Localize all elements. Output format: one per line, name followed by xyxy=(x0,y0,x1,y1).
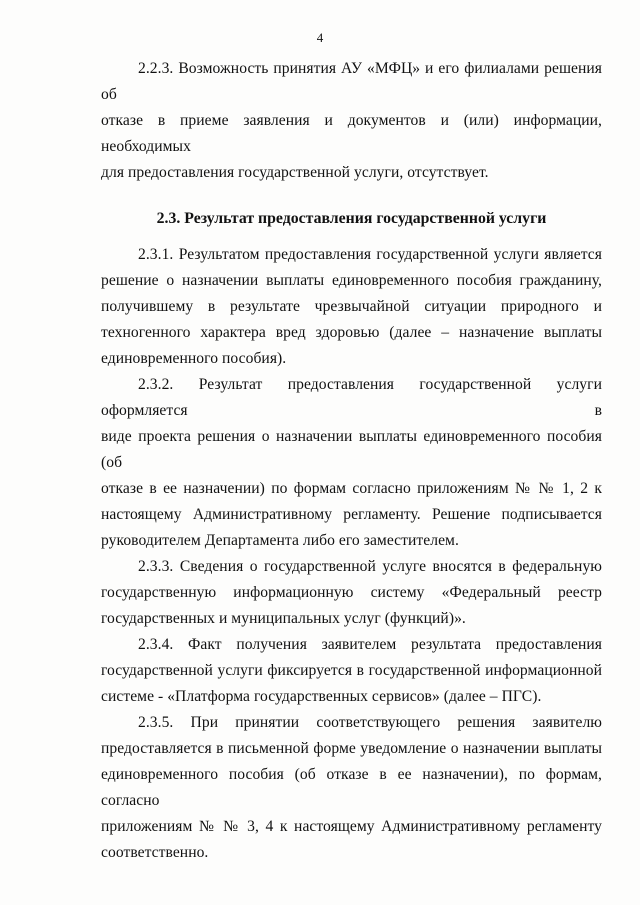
paragraph-2-3-1 xyxy=(101,242,602,372)
paragraph-line: 2.3.5. При принятии соответствующего решения заявителю xyxy=(138,714,602,731)
paragraph-line: получившему в результате чрезвычайной ситуации природного и xyxy=(101,298,602,315)
paragraph-line: государственной услуги фиксируется в государственной информационной xyxy=(101,662,602,679)
page-number: 4 xyxy=(316,30,324,45)
paragraph-line: виде проекта решения о назначении выплаты единовременного пособия (об xyxy=(101,428,602,471)
paragraph-line: государственную информационную систему «Федеральный реестр xyxy=(101,584,602,601)
paragraph-2-2-3 xyxy=(101,56,602,186)
document-body xyxy=(101,56,602,866)
paragraph-line: решение о назначении выплаты единовременного пособия гражданину, xyxy=(101,272,602,289)
paragraph-line: предоставляется в письменной форме уведомление о назначении выплаты xyxy=(101,740,602,757)
paragraph-line: отказе в приеме заявления и документов и (или) информации, необходимых xyxy=(101,112,602,155)
paragraph-line: 2.3.1. Результатом предоставления государственной услуги является xyxy=(138,246,602,263)
paragraph-line: руководителем Департамента либо его заместителем. xyxy=(101,532,459,549)
paragraph-line: отказе в ее назначении) по формам согласно приложениям № № 1, 2 к xyxy=(101,480,602,497)
paragraph-line: единовременного пособия (об отказе в ее назначении), по формам, согласно xyxy=(101,766,602,809)
paragraph-line: единовременного пособия). xyxy=(101,350,287,367)
paragraph-line: приложениям № № 3, 4 к настоящему Административному регламенту xyxy=(101,818,602,835)
paragraph-line: 2.3.2. Результат предоставления государственной услуги оформляется в xyxy=(101,376,602,419)
paragraph-2-3-4 xyxy=(101,632,602,710)
paragraph-2-3-2 xyxy=(101,372,602,554)
section-heading-2-3: 2.3. Результат предоставления государственной услуги xyxy=(156,210,547,227)
paragraph-line: государственных и муниципальных услуг (функций)». xyxy=(101,610,466,627)
paragraph-line: техногенного характера вред здоровью (далее – назначение выплаты xyxy=(101,324,602,341)
paragraph-line: настоящему Административному регламенту. Решение подписывается xyxy=(101,506,602,523)
paragraph-line: 2.2.3. Возможность принятия АУ «МФЦ» и его филиалами решения об xyxy=(101,60,602,103)
paragraph-line: для предоставления государственной услуги, отсутствует. xyxy=(101,164,489,181)
paragraph-line: 2.3.4. Факт получения заявителем результата предоставления xyxy=(138,636,602,653)
paragraph-line: соответственно. xyxy=(101,844,209,861)
paragraph-line: системе - «Платформа государственных сервисов» (далее – ПГС). xyxy=(101,688,542,705)
paragraph-2-3-3 xyxy=(101,554,602,632)
paragraph-2-3-5 xyxy=(101,710,602,866)
paragraph-line: 2.3.3. Сведения о государственной услуге вносятся в федеральную xyxy=(138,558,602,575)
